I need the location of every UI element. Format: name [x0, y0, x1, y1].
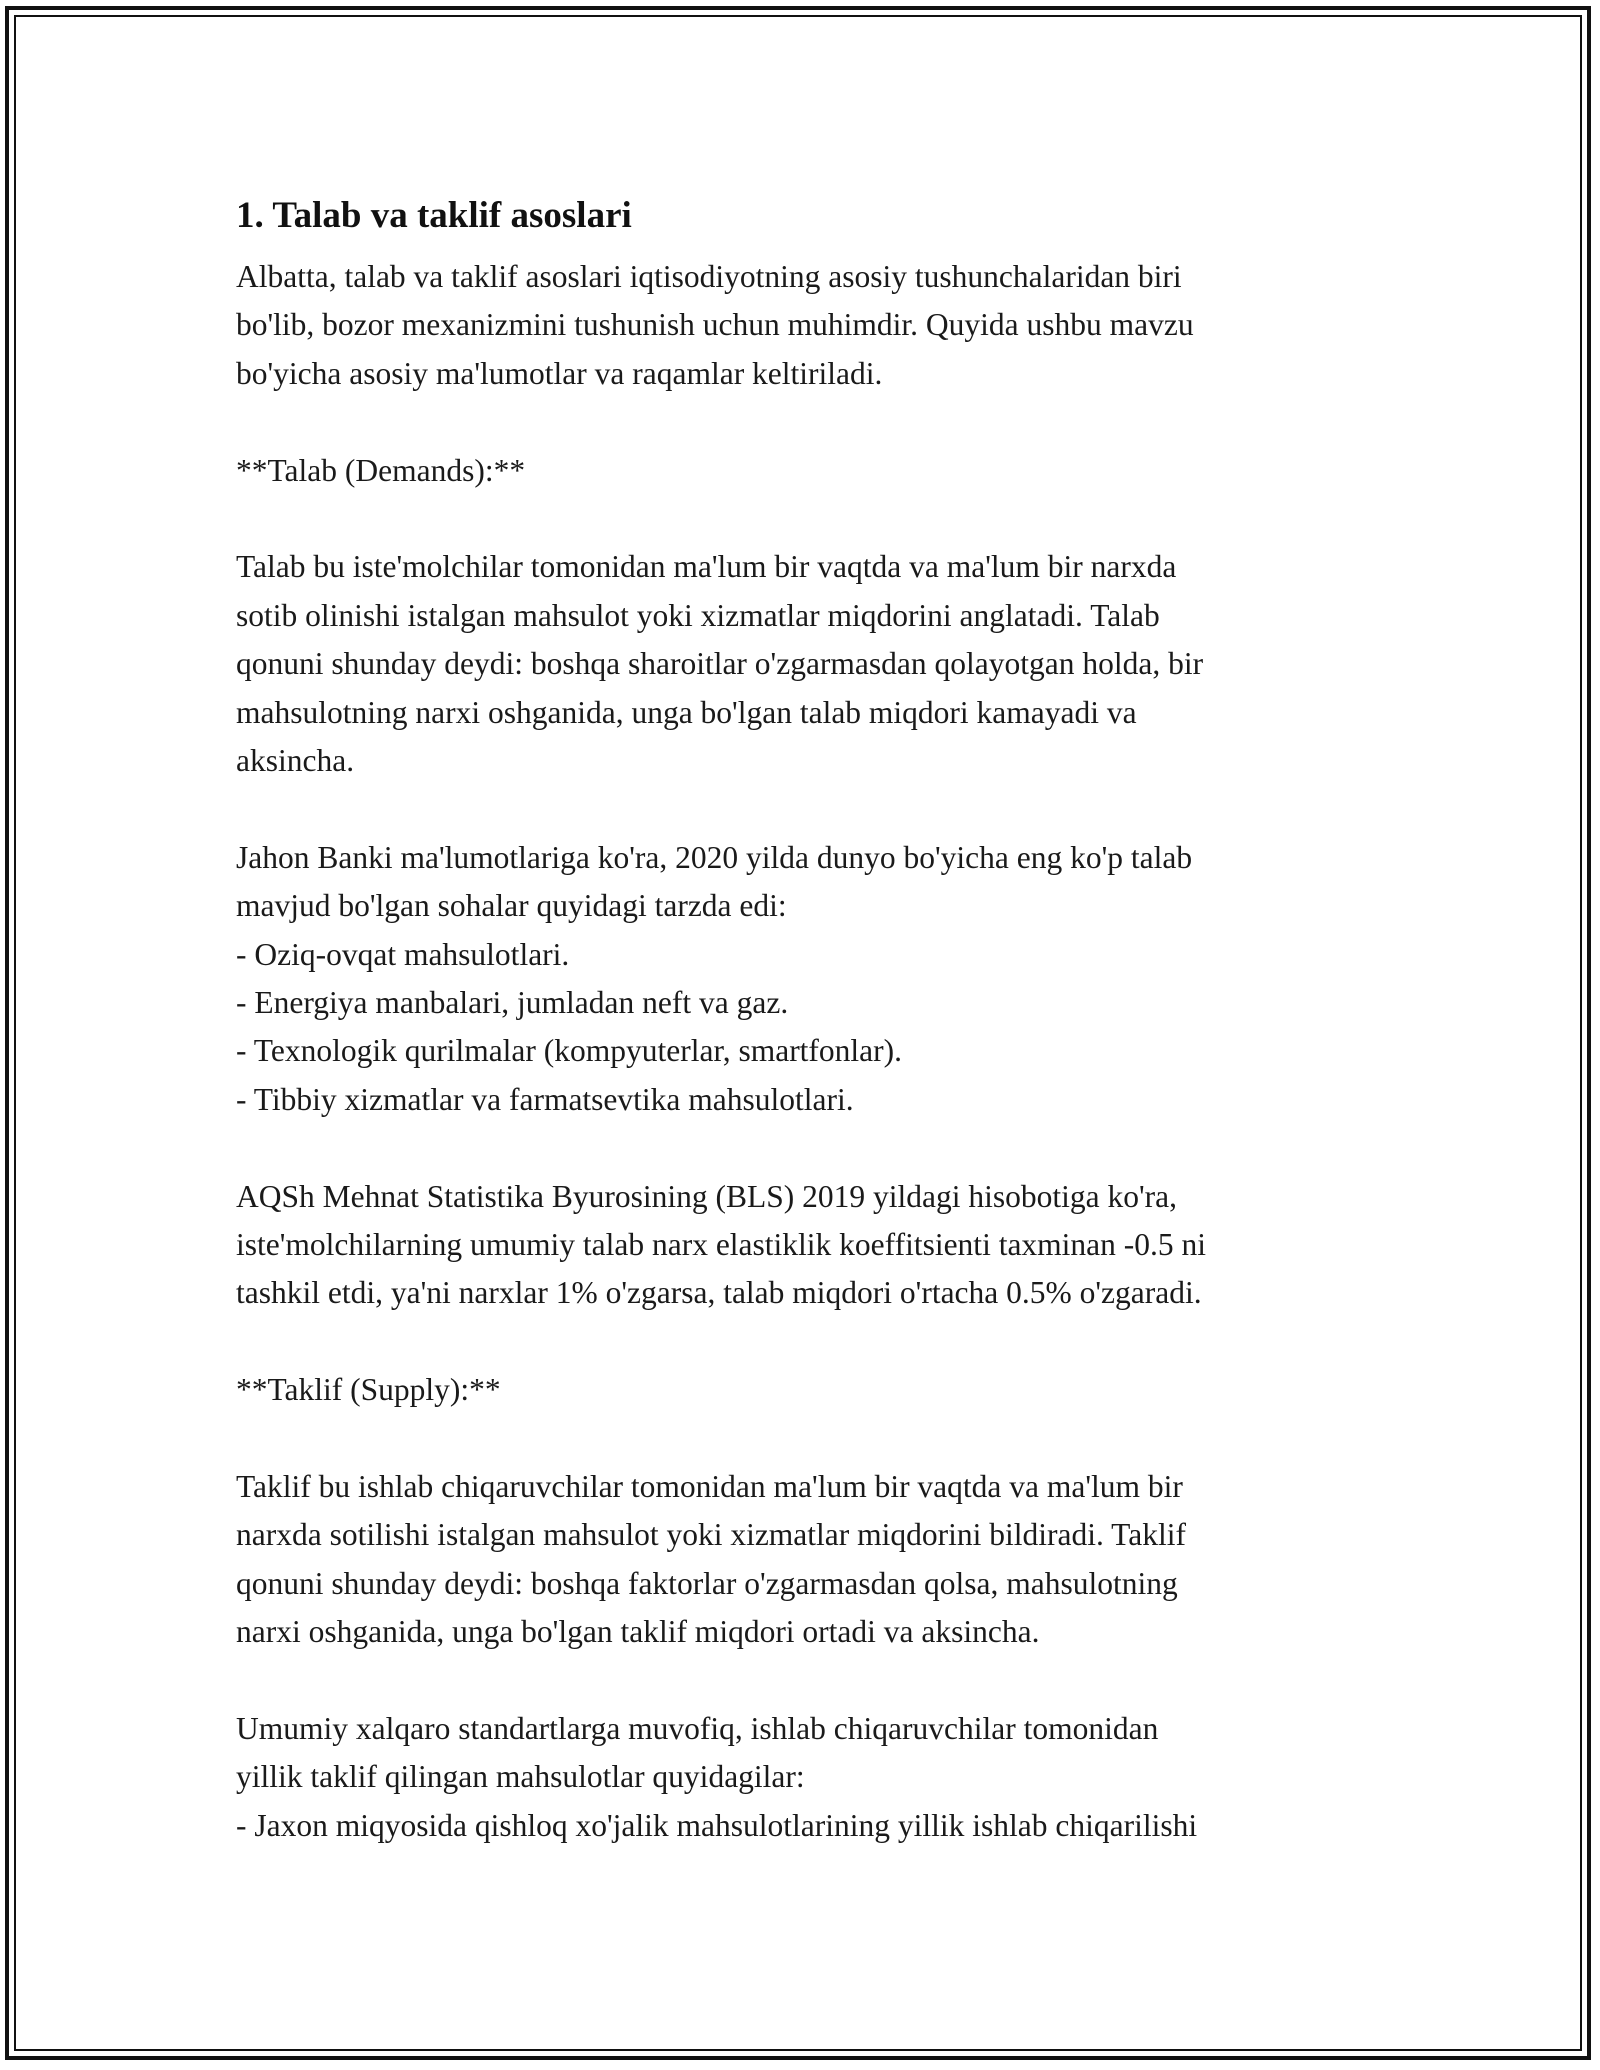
paragraph-gap [236, 398, 1376, 446]
intro-paragraph: Albatta, talab va taklif asoslari iqtisodiyotning asosiy tushunchalaridan biri bo'lib, bozor mexanizmini tushunish uchun muhimdir. Quyida ushbu mavzu bo'yicha asosiy ma'lumotlar va raqamlar keltiriladi. [236, 259, 1194, 391]
bls-paragraph: AQSh Mehnat Statistika Byurosining (BLS) 2019 yildagi hisobotiga ko'ra, iste'molchilarning umumiy talab narx elastiklik koeffitsienti taxminan -0.5 ni tashkil etdi, ya'ni narxlar 1% o'zgarsa, talab miqdori o'rtacha 0.5% o'zgaradi. [236, 1178, 1207, 1311]
demand-subheading: **Talab (Demands):** [236, 452, 526, 488]
paragraph-gap [236, 1415, 1376, 1463]
document-body [236, 188, 1376, 1850]
paragraph-gap [236, 1318, 1376, 1366]
demand-definition-paragraph: Talab bu iste'molchilar tomonidan ma'lum bir vaqtda va ma'lum bir narxda sotib olinishi istalgan mahsulot yoki xizmatlar miqdorini anglatadi. Talab qonuni shunday deydi: boshqa sharoitlar o'zgarmasdan qolayotgan holda, bir mahsulotning narxi oshganida, unga bo'lgan talab miqdori kamayadi va aksincha. [236, 549, 1204, 779]
supply-definition-paragraph: Taklif bu ishlab chiqaruvchilar tomonidan ma'lum bir vaqtda va ma'lum bir narxda sotilishi istalgan mahsulot yoki xizmatlar miqdorini bildiradi. Taklif qonuni shunday deydi: boshqa faktorlar o'zgarmasdan qolsa, mahsulotning narxi oshganida, unga bo'lgan taklif miqdori ortadi va aksincha. [236, 1469, 1186, 1650]
supply-subheading: **Taklif (Supply):** [236, 1372, 501, 1408]
section-heading: 1. Talab va taklif asoslari [236, 195, 632, 236]
world-bank-paragraph: Jahon Banki ma'lumotlariga ko'ra, 2020 yilda dunyo bo'yicha eng ko'p talab mavjud bo'lgan sohalar quyidagi tarzda edi: - Oziq-ovqat mahsulotlari. - Energiya manbalari, jumladan neft va gaz. - Texnologik qurilmalar (kompyuterlar, smartfonlar). - Tibbiy xizmatlar va farmatsevtika mahsulotlari. [236, 839, 1193, 1117]
paragraph-gap [236, 785, 1376, 833]
paragraph-gap [236, 1124, 1376, 1172]
paragraph-gap [236, 495, 1376, 543]
international-standards-paragraph: Umumiy xalqaro standartlarga muvofiq, ishlab chiqaruvchilar tomonidan yillik taklif qilingan mahsulotlar quyidagilar: - Jaxon miqyosida qishloq xo'jalik mahsulotlarining yillik ishlab chiqarilishi [236, 1711, 1198, 1843]
paragraph-gap [236, 1657, 1376, 1705]
